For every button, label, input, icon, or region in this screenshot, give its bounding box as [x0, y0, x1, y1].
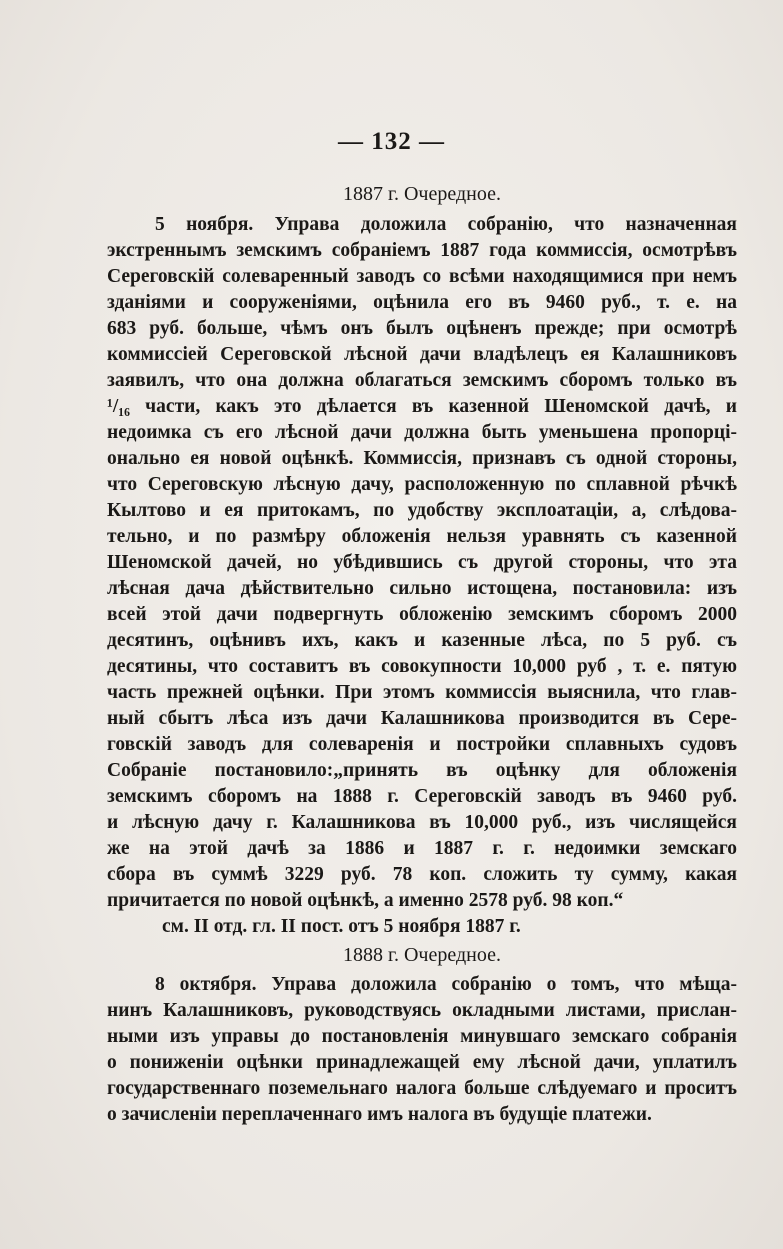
paragraph-line: земскимъ сборомъ на 1888 г. Сереговскій заводъ въ 9460 руб.	[107, 786, 737, 807]
paragraph-line: говскій заводъ для солеваренія и постройки сплавныхъ судовъ	[107, 734, 737, 755]
paragraph-line: и лѣсную дачу г. Калашникова въ 10,000 руб., изъ числящейся	[107, 812, 737, 833]
paragraph-line: 5 ноября. Управа доложила собранію, что назначенная	[155, 214, 737, 235]
paragraph-line: коммиссіей Сереговской лѣсной дачи владѣлецъ ея Калашниковъ	[107, 344, 737, 365]
paragraph-line: десятины, что составитъ въ совокупности 10,000 руб , т. е. пятую	[107, 656, 737, 677]
paragraph-line: же на этой дачѣ за 1886 и 1887 г. г. недоимки земскаго	[107, 838, 737, 859]
paragraph-line: всей этой дачи подвергнуть обложенію земскимъ сборомъ 2000	[107, 604, 737, 625]
paragraph-line: ¹/₁₆ части, какъ это дѣлается въ казенной Шеномской дачѣ, и	[107, 396, 737, 417]
paragraph-line: зданіями и сооруженіями, оцѣнила его въ 9460 руб., т. е. на	[107, 292, 737, 313]
paragraph-line: онально ея новой оцѣнкѣ. Коммиссія, признавъ съ одной стороны,	[107, 448, 737, 469]
paragraph-line: экстреннымъ земскимъ собраніемъ 1887 года коммиссія, осмотрѣвъ	[107, 240, 737, 261]
heading-1887: 1887 г. Очередное.	[343, 183, 501, 205]
paragraph-line: недоимка съ его лѣсной дачи должна быть уменьшена пропорці-	[107, 422, 737, 443]
paragraph-line: государственнаго поземельнаго налога больше слѣдуемаго и проситъ	[107, 1078, 737, 1099]
paragraph-line: 8 октября. Управа доложила собранію о томъ, что мѣща-	[155, 974, 737, 995]
paragraph-line: Шеномской дачей, но убѣдившись съ другой стороны, что эта	[107, 552, 737, 573]
paragraph-line: 683 руб. больше, чѣмъ онъ былъ оцѣненъ прежде; при осмотрѣ	[107, 318, 737, 339]
reference-line: см. II отд. гл. II пост. отъ 5 ноября 1887 г.	[162, 916, 521, 937]
paragraph-line: сбора въ суммѣ 3229 руб. 78 коп. сложить ту сумму, какая	[107, 864, 737, 885]
paragraph-line: тельно, и по размѣру обложенія нельзя уравнять съ казенной	[107, 526, 737, 547]
paragraph-line: ными изъ управы до постановленія минувшаго земскаго собранія	[107, 1026, 737, 1047]
paragraph-line: что Сереговскую лѣсную дачу, расположенную по сплавной рѣчкѣ	[107, 474, 737, 495]
paragraph-line: Собраніе постановило:„принять въ оцѣнку для обложенія	[107, 760, 737, 781]
paragraph-line: причитается по новой оцѣнкѣ, а именно 2578 руб. 98 коп.“	[107, 890, 624, 911]
paragraph-line: часть прежней оцѣнки. При этомъ коммиссія выяснила, что глав-	[107, 682, 737, 703]
page-number: — 132 —	[338, 128, 445, 155]
paragraph-line: Кылтово и ея притокамъ, по удобству эксплоатаціи, а, слѣдова-	[107, 500, 737, 521]
paragraph-line: десятинъ, оцѣнивъ ихъ, какъ и казенные лѣса, по 5 руб. съ	[107, 630, 737, 651]
paragraph-line: о зачисленіи переплаченнаго имъ налога въ будущіе платежи.	[107, 1104, 652, 1125]
heading-1888: 1888 г. Очередное.	[343, 944, 501, 966]
paragraph-line: лѣсная дача дѣйствительно сильно истощена, постановила: изъ	[107, 578, 737, 599]
paragraph-line: о пониженіи оцѣнки принадлежащей ему лѣсной дачи, уплатилъ	[107, 1052, 737, 1073]
paragraph-line: заявилъ, что она должна облагаться земскимъ сборомъ только въ	[107, 370, 737, 391]
paragraph-line: ный сбытъ лѣса изъ дачи Калашникова производится въ Сере-	[107, 708, 737, 729]
paragraph-line: Сереговскій солеваренный заводъ со всѣми находящимися при немъ	[107, 266, 737, 287]
paragraph-line: нинъ Калашниковъ, руководствуясь окладными листами, прислан-	[107, 1000, 737, 1021]
